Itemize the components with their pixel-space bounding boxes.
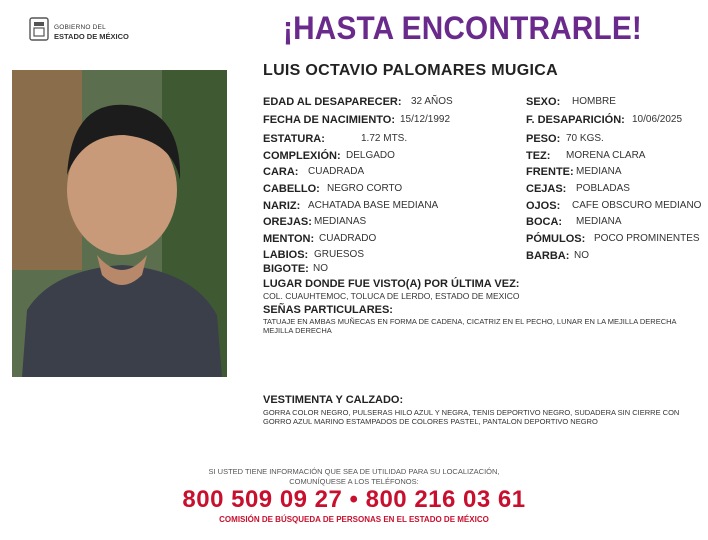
lips-value: GRUESOS bbox=[314, 249, 365, 260]
birthdate-value: 15/12/1992 bbox=[400, 114, 451, 125]
ears-label: OREJAS: bbox=[263, 216, 312, 228]
age-label: EDAD AL DESAPARECER: bbox=[263, 96, 402, 108]
sex-value: HOMBRE bbox=[572, 96, 616, 107]
forehead-value: MEDIANA bbox=[576, 166, 622, 177]
mouth-value: MEDIANA bbox=[576, 216, 622, 227]
ears-value: MEDIANAS bbox=[314, 216, 367, 227]
hair-value: NEGRO CORTO bbox=[327, 183, 403, 194]
org-line1: GOBIERNO DEL bbox=[54, 24, 106, 31]
cheekbones-label: PÓMULOS: bbox=[526, 233, 586, 245]
mustache-label: BIGOTE: bbox=[263, 263, 309, 275]
sex-label: SEXO: bbox=[526, 96, 561, 108]
build-value: DELGADO bbox=[346, 150, 395, 161]
weight-value: 70 KGS. bbox=[566, 133, 604, 144]
build-label: COMPLEXIÓN: bbox=[263, 150, 341, 162]
lips-label: LABIOS: bbox=[263, 249, 309, 261]
cheekbones-value: POCO PROMINENTES bbox=[594, 233, 700, 244]
marks-label: SEÑAS PARTICULARES: bbox=[263, 304, 393, 316]
complexion-value: MORENA CLARA bbox=[566, 150, 646, 161]
mouth-label: BOCA: bbox=[526, 216, 563, 228]
hair-label: CABELLO: bbox=[263, 183, 320, 195]
eyes-label: OJOS: bbox=[526, 200, 561, 212]
disappearance-date-label: F. DESAPARICIÓN: bbox=[526, 114, 625, 126]
person-name: LUIS OCTAVIO PALOMARES MUGICA bbox=[263, 62, 558, 79]
org-line2: ESTADO DE MÉXICO bbox=[54, 32, 129, 41]
eyebrows-label: CEJAS: bbox=[526, 183, 567, 195]
complexion-label: TEZ: bbox=[526, 150, 551, 162]
chin-value: CUADRADO bbox=[319, 233, 377, 244]
last-seen-value: COL. CUAUHTEMOC, TOLUCA DE LERDO, ESTADO DE MEXICO bbox=[263, 291, 520, 301]
clothing-label: VESTIMENTA Y CALZADO: bbox=[263, 394, 404, 406]
footer-line1: SI USTED TIENE INFORMACIÓN QUE SEA DE UTILIDAD PARA SU LOCALIZACIÓN, bbox=[208, 467, 500, 476]
person-photo-image bbox=[12, 70, 227, 377]
clothing-line2: GORRO AZUL MARINO ESTAMPADOS DE COLORES PASTEL, PANTALON DEPORTIVO NEGRO bbox=[263, 417, 598, 426]
state-seal-icon bbox=[28, 16, 50, 42]
eyes-value: CAFE OBSCURO MEDIANO bbox=[572, 200, 702, 211]
nose-value: ACHATADA BASE MEDIANA bbox=[308, 200, 439, 211]
disappearance-date-value: 10/06/2025 bbox=[632, 114, 683, 125]
headline: ¡HASTA ENCONTRARLE! bbox=[283, 10, 642, 46]
beard-label: BARBA: bbox=[526, 250, 570, 262]
marks-line2: MEJILLA DERECHA bbox=[263, 326, 332, 335]
beard-value: NO bbox=[574, 250, 589, 261]
eyebrows-value: POBLADAS bbox=[576, 183, 630, 194]
nose-label: NARIZ: bbox=[263, 200, 301, 212]
height-label: ESTATURA: bbox=[263, 133, 325, 145]
age-value: 32 AÑOS bbox=[411, 96, 453, 107]
phone-numbers[interactable]: 800 509 09 27 • 800 216 03 61 bbox=[182, 486, 526, 513]
face-value: CUADRADA bbox=[308, 166, 365, 177]
person-photo bbox=[12, 70, 227, 377]
clothing-line1: GORRA COLOR NEGRO, PULSERAS HILO AZUL Y NEGRA, TENIS DEPORTIVO NEGRO, SUDADERA SIN CIERRE CON bbox=[263, 408, 680, 417]
last-seen-label: LUGAR DONDE FUE VISTO(A) POR ÚLTIMA VEZ: bbox=[263, 278, 520, 290]
height-value: 1.72 MTS. bbox=[361, 133, 408, 144]
commission-name: COMISIÓN DE BÚSQUEDA DE PERSONAS EN EL ESTADO DE MÉXICO bbox=[219, 515, 489, 524]
birthdate-label: FECHA DE NACIMIENTO: bbox=[263, 114, 395, 126]
weight-label: PESO: bbox=[526, 133, 561, 145]
state-logo bbox=[28, 16, 148, 52]
forehead-label: FRENTE: bbox=[526, 166, 574, 178]
footer-line2: COMUNÍQUESE A LOS TELÉFONOS: bbox=[289, 477, 419, 486]
marks-line1: TATUAJE EN AMBAS MUÑECAS EN FORMA DE CADENA, CICATRIZ EN EL PECHO, LUNAR EN LA MEJILLA DERECHA bbox=[263, 317, 677, 326]
chin-label: MENTON: bbox=[263, 233, 315, 245]
mustache-value: NO bbox=[313, 263, 328, 274]
face-label: CARA: bbox=[263, 166, 299, 178]
